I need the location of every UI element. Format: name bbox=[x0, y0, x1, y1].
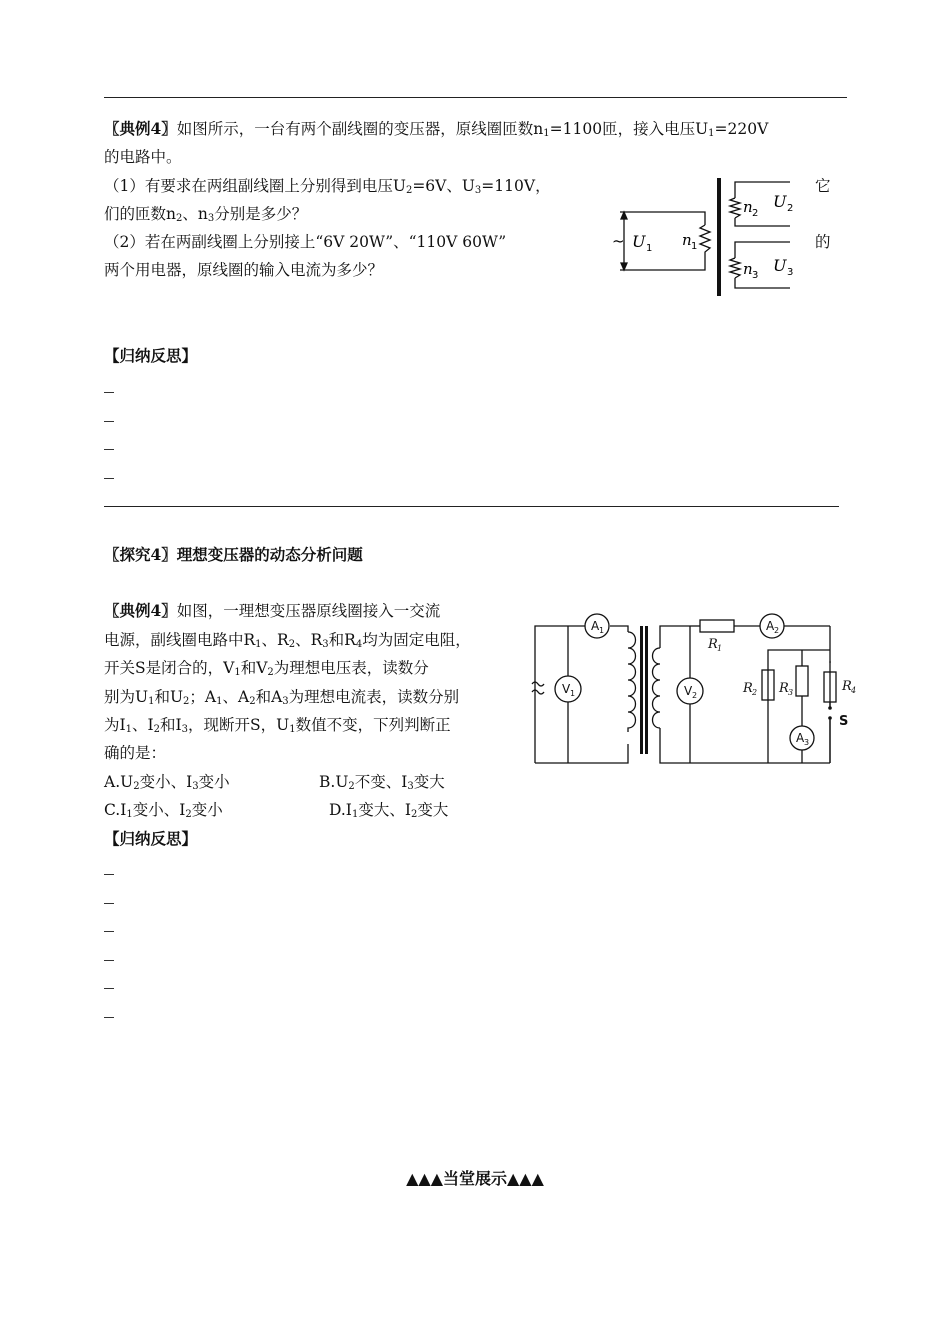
svg-text:3: 3 bbox=[804, 738, 810, 747]
label-r2: R bbox=[743, 681, 753, 696]
label-u3-sub: 3 bbox=[787, 267, 794, 278]
reflect1-blank-2 bbox=[104, 421, 114, 422]
example1-line2: 的电路中。 bbox=[104, 148, 182, 166]
example1-question1: （1）有要求在两组副线圈上分别得到电压$U_2=6V$、$U_3=110V$， bbox=[104, 177, 551, 196]
explore-title: 〖探究4〗理想变压器的动态分析问题 bbox=[104, 545, 363, 564]
classroom-display-heading: ▲▲▲当堂展示▲▲▲ bbox=[406, 1169, 544, 1188]
svg-text:2: 2 bbox=[752, 688, 758, 697]
reflect1-blank-4 bbox=[104, 478, 114, 479]
svg-text:1: 1 bbox=[570, 689, 576, 698]
section-rule bbox=[104, 506, 839, 507]
svg-text:2: 2 bbox=[692, 691, 698, 700]
label-u3: U bbox=[773, 256, 787, 275]
label-n2: n bbox=[743, 198, 753, 216]
svg-text:V: V bbox=[562, 682, 571, 696]
label-u1-sub: 1 bbox=[646, 243, 653, 254]
example2-line6: 确的是： bbox=[104, 744, 167, 762]
example1-question2-tail: 的 bbox=[815, 233, 831, 251]
label-r4: R bbox=[842, 679, 852, 694]
svg-text:A: A bbox=[796, 731, 805, 745]
label-n3: n bbox=[743, 260, 753, 278]
svg-text:A: A bbox=[766, 619, 775, 633]
option-d: $D.I_1$变大、$I_2$变大 bbox=[329, 801, 449, 820]
example2-line1: 〖典例4〗如图，一理想变压器原线圈接入一交流 bbox=[104, 601, 441, 620]
label-r3: R bbox=[779, 681, 789, 696]
svg-text:V: V bbox=[684, 684, 693, 698]
circuit-figure-2 bbox=[530, 608, 865, 770]
transformer-core bbox=[717, 178, 721, 296]
label-n2-sub: 2 bbox=[752, 208, 759, 219]
example1-tag: 〖典例4〗 bbox=[104, 119, 177, 138]
reflect1-title: 【归纳反思】 bbox=[104, 346, 198, 365]
option-c: $C.I_1$变小、$I_2$变小 bbox=[104, 801, 223, 820]
example1-question1-tail: 它 bbox=[815, 177, 831, 195]
example1-line1: 〖典例4〗如图所示，一台有两个副线圈的变压器，原线圈匝数$n_1=1100$匝，接入电压$U_1=220V$ bbox=[104, 119, 769, 139]
top-rule bbox=[104, 97, 847, 98]
label-n1: n bbox=[682, 231, 692, 249]
reflect2-title: 【归纳反思】 bbox=[104, 829, 198, 848]
reflect2-blank-5 bbox=[104, 988, 114, 989]
reflect2-blank-6 bbox=[104, 1017, 114, 1018]
example2-line2: 电源，副线圈电路中$R_1$、$R_2$、$R_3$和$R_4$均为固定电阻， bbox=[104, 631, 471, 650]
label-u1: U bbox=[632, 232, 646, 251]
svg-text:4: 4 bbox=[851, 686, 857, 695]
transformer-core-2 bbox=[640, 626, 643, 754]
example2-line3: 开关S是闭合的，$V_1$和$V_2$为理想电压表，读数分 bbox=[104, 659, 429, 678]
option-a: $A.U_2$变小、$I_3$变小 bbox=[104, 773, 230, 792]
transformer-figure-1 bbox=[600, 170, 810, 305]
example1-question2-line2: 两个用电器，原线圈的输入电流为多少？ bbox=[104, 261, 384, 279]
svg-text:2: 2 bbox=[774, 626, 780, 635]
switch-label: S bbox=[839, 714, 849, 729]
example1-question1-line2: 们的匝数$n_2$、$n_3$分别是多少？ bbox=[104, 205, 308, 224]
reflect2-blank-4 bbox=[104, 960, 114, 961]
example2-tag: 〖典例4〗 bbox=[104, 601, 177, 620]
svg-text:1: 1 bbox=[717, 644, 723, 653]
reflect2-blank-1 bbox=[104, 874, 114, 875]
reflect2-blank-2 bbox=[104, 903, 114, 904]
ac-source-symbol: ~ bbox=[612, 232, 625, 250]
label-n3-sub: 3 bbox=[752, 270, 759, 281]
example2-line4: 别为$U_1$和$U_2$；$A_1$、$A_2$和$A_3$为理想电流表，读数分别 bbox=[104, 688, 460, 707]
label-r1: R bbox=[708, 637, 718, 652]
reflect1-blank-3 bbox=[104, 449, 114, 450]
label-u2-sub: 2 bbox=[787, 203, 794, 214]
example2-line5: 为$I_1$、$I_2$和$I_3$，现断开S，$U_1$数值不变，下列判断正 bbox=[104, 716, 451, 735]
option-b: $B.U_2$不变、$I_3$变大 bbox=[319, 773, 445, 792]
svg-text:1: 1 bbox=[599, 626, 605, 635]
label-u2: U bbox=[773, 192, 787, 211]
reflect1-blank-1 bbox=[104, 392, 114, 393]
reflect2-blank-3 bbox=[104, 931, 114, 932]
example1-question2: （2）若在两副线圈上分别接上“6V 20W”、“110V 60W” bbox=[104, 233, 507, 251]
svg-text:3: 3 bbox=[788, 688, 794, 697]
svg-text:A: A bbox=[591, 619, 600, 633]
label-n1-sub: 1 bbox=[691, 241, 698, 252]
